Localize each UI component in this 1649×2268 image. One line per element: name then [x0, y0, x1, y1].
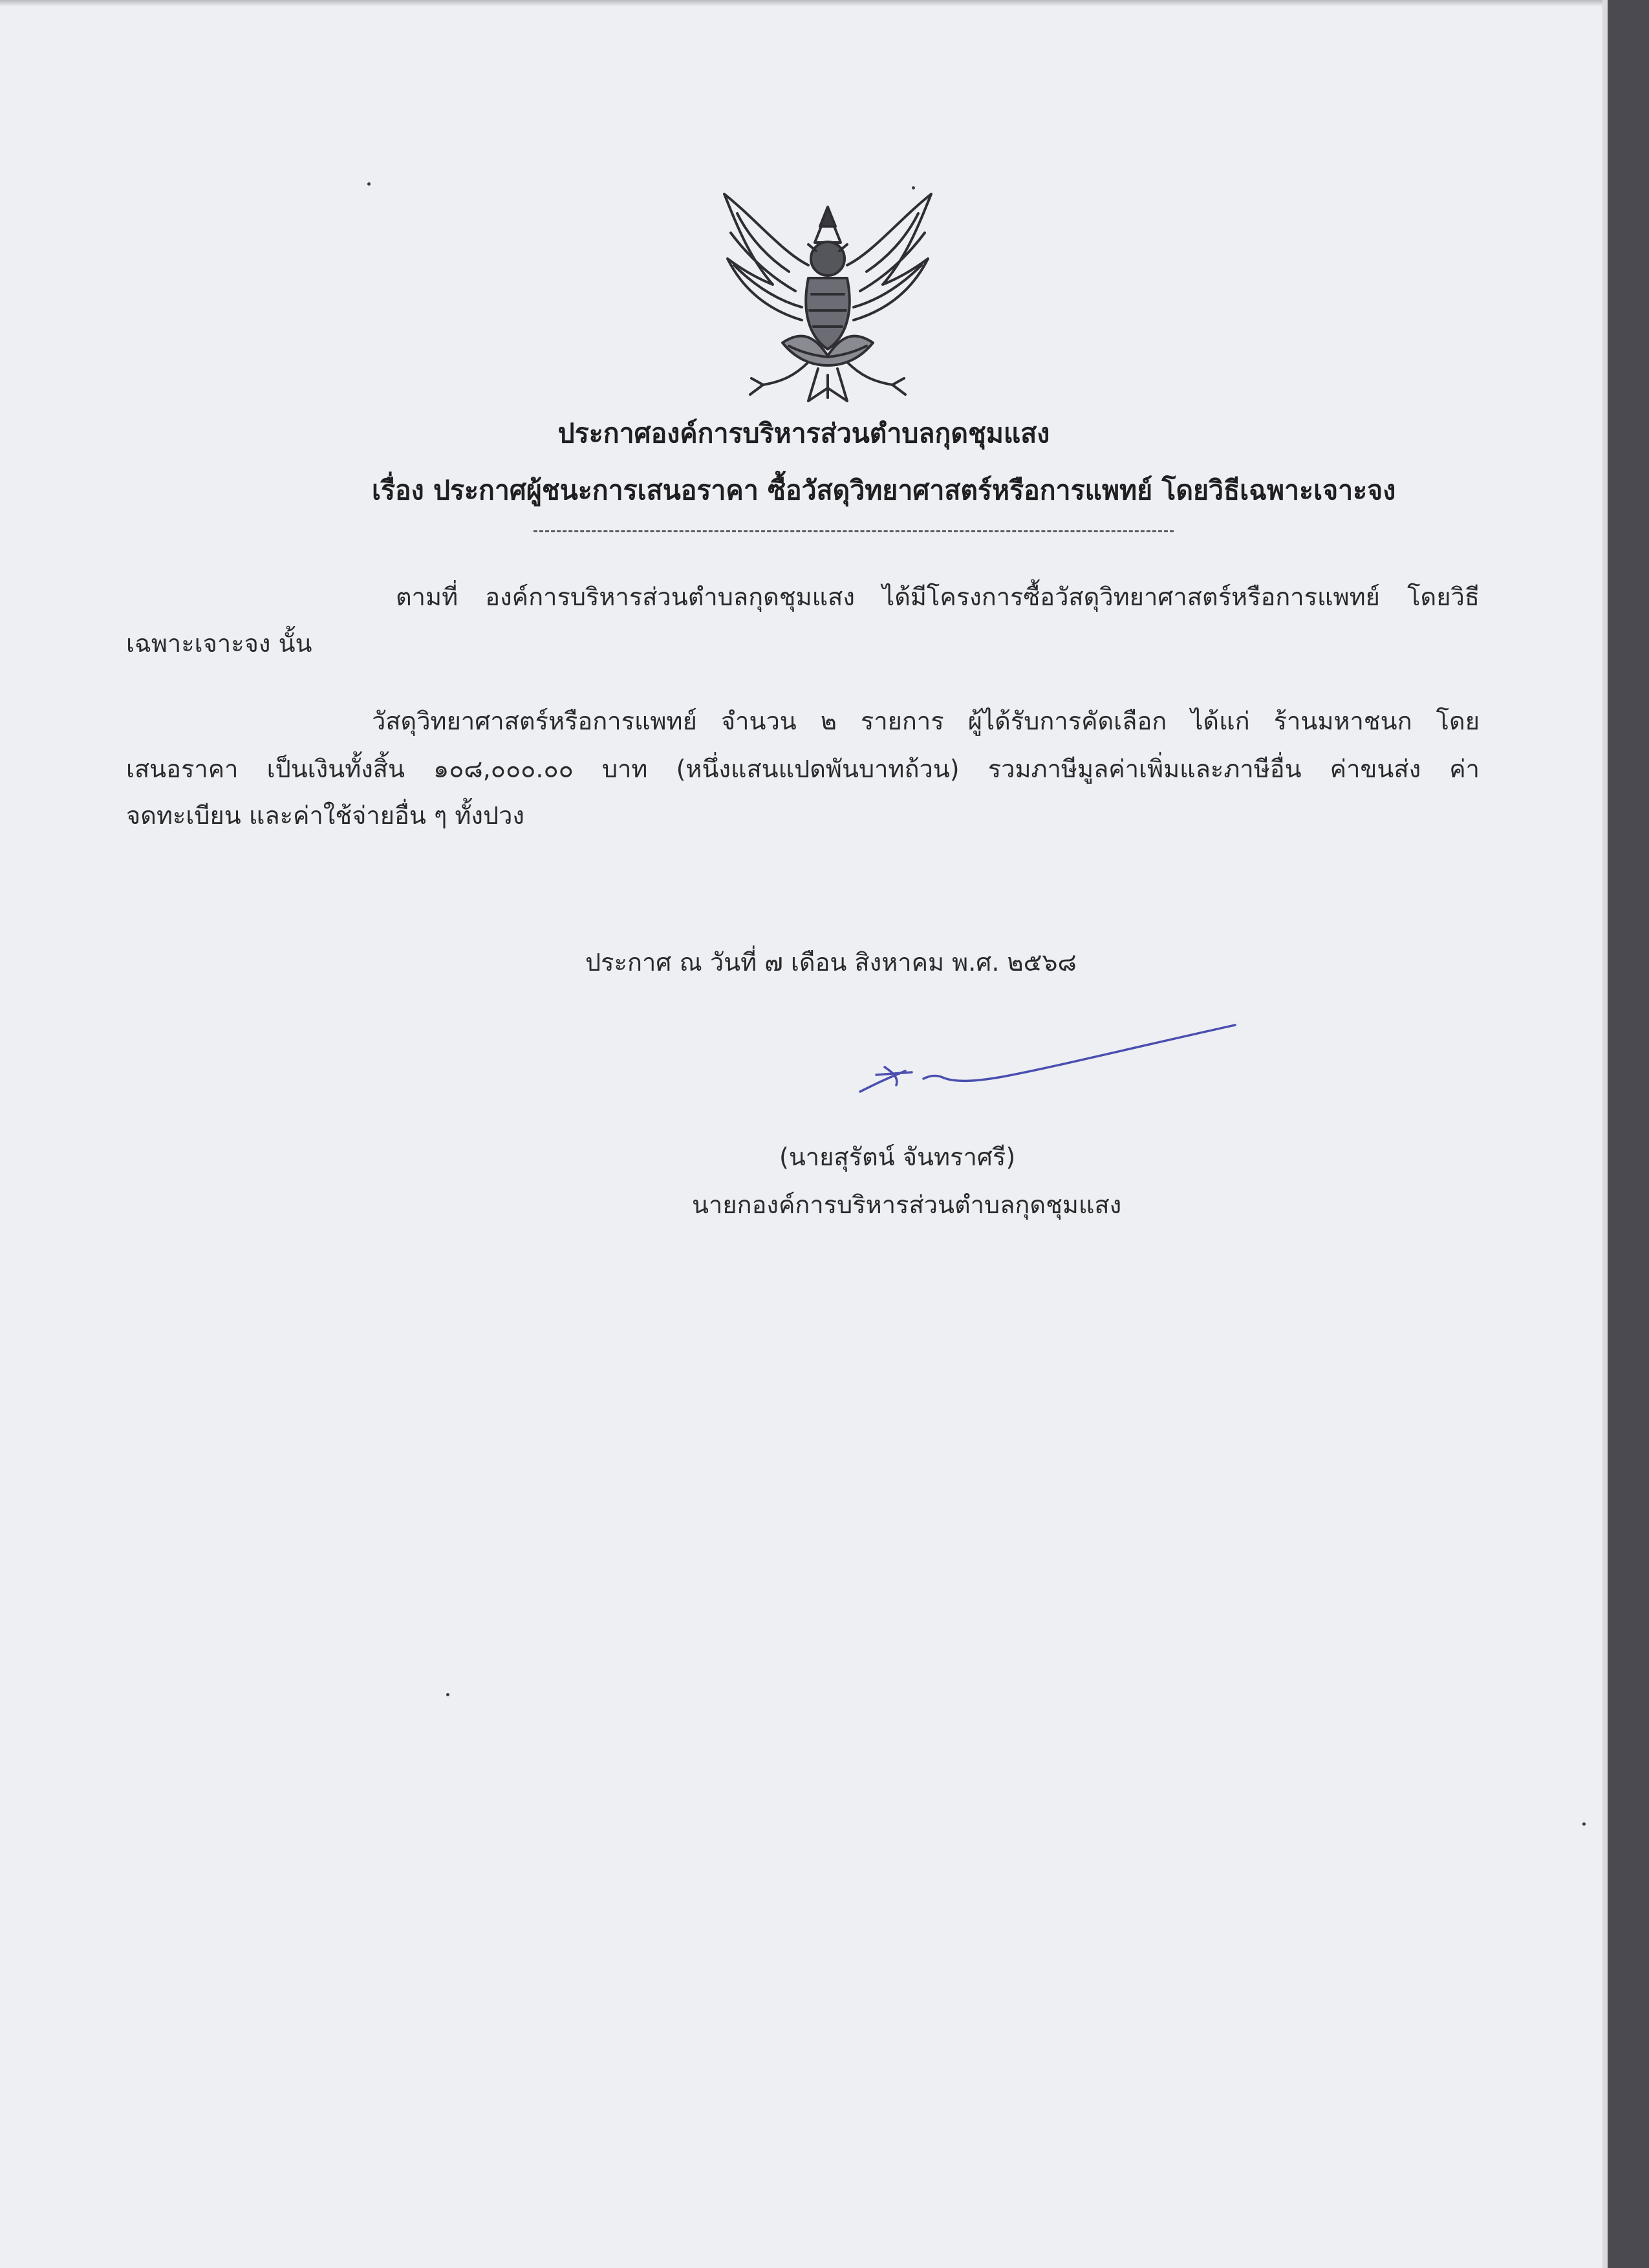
document-subject: เรื่อง ประกาศผู้ชนะการเสนอราคา ซื้อวัสดุวิทยาศาสตร์หรือการแพทย์ โดยวิธีเฉพาะเจาะจง — [372, 475, 1396, 506]
paragraph-1-line-2: เฉพาะเจาะจง นั้น — [126, 629, 312, 658]
signatory-name: (นายสุรัตน์ จันทราศรี) — [779, 1143, 1016, 1171]
scan-top-edge — [0, 0, 1608, 6]
paragraph-1-line-1: ตามที่ องค์การบริหารส่วนตำบลกุดชุมแสง ได้มีโครงการซื้อวัสดุวิทยาศาสตร์หรือการแพทย์ โดยวิธี — [396, 583, 1480, 611]
scan-speck — [912, 186, 915, 189]
paragraph-2-line-1: วัสดุวิทยาศาสตร์หรือการแพทย์ จำนวน ๒ รายการ ผู้ได้รับการคัดเลือก ได้แก่ ร้านมหาชนก โดย — [372, 707, 1480, 735]
announcement-date: ประกาศ ณ วันที่ ๗ เดือน สิงหาคม พ.ศ. ๒๕๖๘ — [585, 948, 1077, 977]
scan-speck — [367, 182, 371, 186]
document-title: ประกาศองค์การบริหารส่วนตำบลกุดชุมแสง — [557, 418, 1050, 449]
signatory-position: นายกองค์การบริหารส่วนตำบลกุดชุมแสง — [692, 1191, 1122, 1219]
garuda-emblem-icon — [711, 181, 944, 414]
title-divider — [534, 530, 1174, 532]
handwritten-signature — [847, 1015, 1248, 1099]
scan-background-edge — [1608, 0, 1649, 2268]
scan-speck — [1582, 1822, 1586, 1826]
paragraph-2-line-2: เสนอราคา เป็นเงินทั้งสิ้น ๑๐๘,๐๐๐.๐๐ บาท (หนึ่งแสนแปดพันบาทถ้วน) รวมภาษีมูลค่าเพิ่มและภาษีอื่น ค่าขนส่ง ค่า — [126, 755, 1480, 783]
scan-speck — [446, 1693, 449, 1696]
paragraph-2-line-3: จดทะเบียน และค่าใช้จ่ายอื่น ๆ ทั้งปวง — [126, 801, 524, 830]
